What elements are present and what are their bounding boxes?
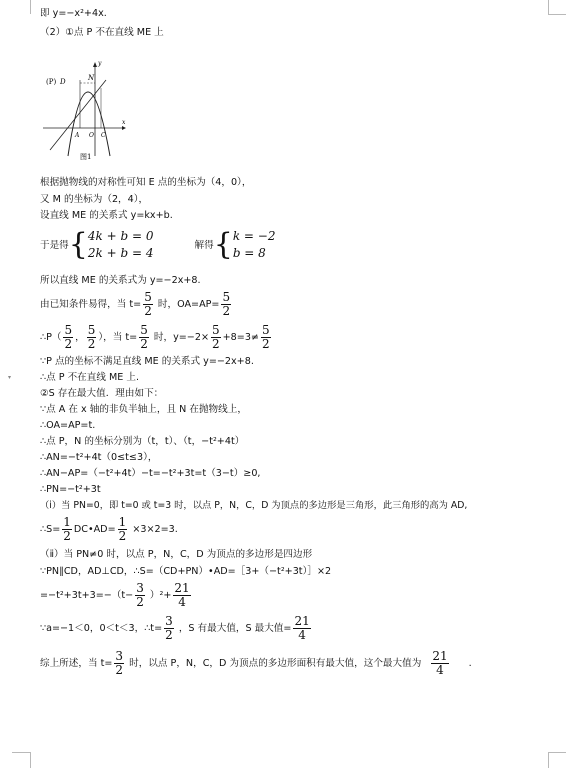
text: 解得 [194,240,214,251]
text: ， [75,332,85,343]
text: . [468,658,472,669]
text-line: 设直线 ME 的关系式 y=kx+b. [40,210,173,221]
crop-mark-bl-h [12,752,30,753]
denominator: 4 [298,627,306,642]
text: 时，以点 P，N，C，D 为顶点的多边形面积有最大值，这个最大值为 [129,658,422,669]
text: ∴S= [40,524,61,535]
numerator: 5 [87,322,96,337]
label-n: N [88,74,95,82]
numerator: 3 [136,580,144,595]
text: +8=3≠ [222,332,259,343]
fraction [143,291,153,318]
text-line: ∴PN=−t²+3t [40,484,101,495]
text: 于是得 [40,240,69,251]
crop-mark-br-h [548,752,566,753]
x-axis-arrow [122,126,126,130]
fraction [118,516,128,543]
fraction-line [40,648,472,680]
denominator: 2 [222,303,231,318]
equation-system-line [40,228,275,264]
text: ），当 t= [98,332,138,343]
text-line: 即 y=−x²+4x. [40,8,107,19]
fraction-line [40,290,233,320]
text-line: ∴AN−AP=（−t²+4t）−t=−t²+3t=t（3−t）≥0, [40,468,261,479]
equation: b = 8 [232,246,266,260]
label-o: O [89,132,94,139]
system-2 [233,228,276,262]
numerator: 21 [174,580,190,595]
text-line: 又 M 的坐标为（2，4）， [40,194,149,205]
denominator: 4 [436,662,444,677]
numerator: 1 [118,514,127,529]
denominator: 2 [115,662,124,677]
line-me [50,80,106,150]
denominator: 2 [63,528,71,543]
crop-mark-tr-v [548,0,549,14]
numerator: 5 [212,322,220,337]
text-line: ∵点 A 在 x 轴的非负半轴上，且 N 在抛物线上， [40,404,247,415]
label-y: y [98,60,102,67]
fraction-line [40,580,193,612]
y-axis-arrow [93,62,97,67]
fraction [62,516,72,543]
numerator: 5 [140,322,148,337]
equation: 2k + b = 4 [87,246,154,260]
brace-icon: { [68,227,88,262]
label-p: (P) [46,78,57,86]
fraction [293,615,310,642]
margin-marker: ▾ [8,374,12,381]
label-d: D [60,78,66,86]
fraction [221,291,231,318]
denominator: 2 [118,528,127,543]
text-line: ∴点 P，N 的坐标分别为（t，t）、（t，−t²+4t） [40,436,245,447]
numerator: 1 [63,514,71,529]
numerator: 21 [432,648,448,663]
fraction [63,324,73,351]
label-c: C [101,132,106,139]
fraction [135,582,145,609]
text-line: 所以直线 ME 的关系式为 y=−2x+8. [40,275,201,286]
text: ×3×2=3. [132,524,178,535]
fraction [139,324,149,351]
text-line: 根据抛物线的对称性可知 E 点的坐标为（4，0）， [40,177,252,188]
crop-mark-br-v [548,752,549,768]
text: 由已知条件易得，当 t= [40,299,142,310]
numerator: 21 [294,613,310,628]
denominator: 2 [87,336,96,351]
label-x: x [122,119,126,126]
denominator: 2 [261,336,270,351]
fraction [211,324,221,351]
fraction [87,324,97,351]
text-line: ②S 存在最大值．理由如下： [40,388,164,399]
denominator: 2 [212,336,220,351]
numerator: 5 [222,289,231,304]
text: ∴P（ [40,332,62,343]
figure-1 [40,58,136,166]
denominator: 4 [178,594,186,609]
text-line: （2）①点 P 不在直线 ME 上 [40,27,164,38]
text: 时，OA=AP= [157,299,220,310]
text: 时，y=−2× [153,332,209,343]
numerator: 5 [261,322,270,337]
denominator: 2 [165,627,173,642]
denominator: 2 [140,336,148,351]
text-line: ∴OA=AP=t. [40,420,96,431]
label-a: A [75,132,80,139]
fraction [114,650,124,677]
fraction [164,615,174,642]
fraction-line [40,514,178,546]
text-line: ∴点 P 不在直线 ME 上. [40,372,140,383]
brace-icon: { [213,227,233,262]
fraction [173,582,190,609]
fraction-line [40,323,273,353]
fraction-line [40,613,313,645]
numerator: 5 [64,322,73,337]
crop-mark-tr-h [548,14,566,15]
system-1 [88,228,154,262]
text-line: ∵P 点的坐标不满足直线 ME 的关系式 y=−2x+8. [40,356,254,367]
text-line: （ⅱ）当 PN≠0 时，以点 P，N，C，D 为顶点的多边形是四边形 [40,549,313,560]
text: ∵a=−1＜0，0＜t＜3，∴t= [40,623,163,634]
text-line: ∵PN∥CD，AD⊥CD，∴S=（CD+PN）•AD=［3+（−t²+3t）］×2 [40,566,332,577]
text: 综上所述，当 t= [40,658,113,669]
numerator: 3 [165,613,173,628]
text-line: ∴AN=−t²+4t（0≤t≤3）， [40,452,158,463]
text: DC•AD= [73,524,116,535]
equation: k = −2 [232,229,276,243]
figure-caption: 图1 [80,153,92,161]
fraction [431,650,448,677]
text: ）²+ [149,590,172,601]
crop-mark-bl-v [30,752,31,768]
crop-mark-tl-v [30,0,31,14]
text-line: （ⅰ）当 PN=0，即 t=0 或 t=3 时，以点 P，N，C，D 为顶点的多边形是三角形，此三角形的高为 AD, [40,500,468,511]
fraction [261,324,271,351]
denominator: 2 [136,594,144,609]
numerator: 5 [144,289,152,304]
denominator: 2 [144,303,152,318]
text: =−t²+3t+3=−（t− [40,590,134,601]
numerator: 3 [115,648,124,663]
equation: 4k + b = 0 [87,229,154,243]
denominator: 2 [64,336,73,351]
text: ，S 有最大值，S 最大值= [178,623,292,634]
